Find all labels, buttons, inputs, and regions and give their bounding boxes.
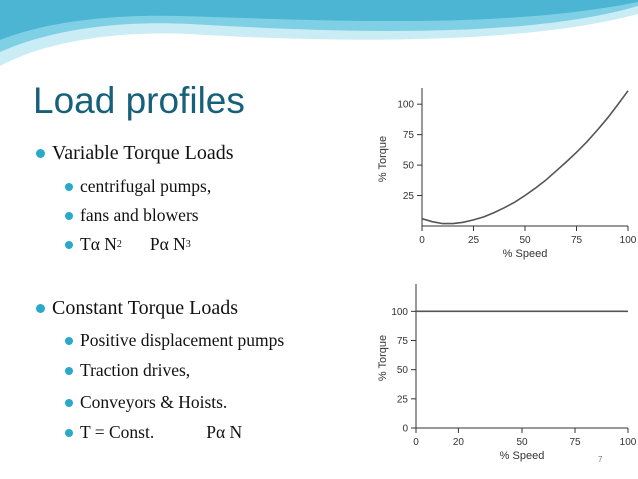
- constant-torque-chart-svg: [372, 282, 638, 470]
- variable-torque-chart-svg: [372, 80, 638, 266]
- y-axis-label: % Torque: [377, 334, 389, 382]
- bullet-dot-icon: [65, 241, 73, 249]
- list-item: [65, 392, 227, 413]
- bullet-dot-icon: [65, 337, 73, 345]
- y-tick-label: 100: [397, 99, 414, 111]
- x-tick-label: 75: [569, 437, 581, 448]
- y-tick-label: 100: [391, 306, 408, 318]
- bullet-dot-icon: [36, 304, 45, 313]
- y-tick-label: 50: [396, 365, 408, 377]
- list-item: [65, 330, 284, 351]
- variable-torque-heading: [36, 142, 234, 165]
- list-item: [65, 360, 190, 381]
- x-tick-label: 20: [452, 437, 464, 448]
- x-tick-label: 100: [619, 437, 637, 448]
- variable-torque-chart: [372, 80, 638, 266]
- constant-torque-heading-text: Constant Torque Loads: [52, 297, 238, 319]
- y-axis-label: % Torque: [377, 135, 389, 183]
- series-line: [422, 91, 628, 224]
- slide-title: Load profiles: [33, 80, 245, 121]
- power-relation-text: Pα N: [206, 422, 243, 442]
- y-tick-label: 75: [396, 336, 408, 347]
- y-tick-label: 75: [402, 130, 414, 142]
- y-tick-label: 25: [396, 394, 408, 406]
- torque-relation-text: Tα N: [80, 234, 117, 254]
- constant-relation: [65, 422, 242, 443]
- list-item: [65, 205, 199, 226]
- y-tick-label: 25: [402, 191, 414, 203]
- y-tick-label: 50: [402, 160, 414, 172]
- x-tick-label: 50: [519, 235, 531, 246]
- y-tick-label: 0: [402, 423, 408, 435]
- list-item-text: fans and blowers: [80, 205, 199, 225]
- variable-torque-heading-text: Variable Torque Loads: [52, 142, 234, 164]
- bullet-dot-icon: [65, 212, 73, 220]
- list-item-text: Conveyors & Hoists.: [80, 392, 228, 412]
- x-axis-label: % Speed: [499, 450, 545, 462]
- list-item-text: centrifugal pumps,: [80, 176, 212, 196]
- bullet-dot-icon: [36, 149, 45, 158]
- constant-torque-chart: [372, 282, 638, 470]
- x-axis-label: % Speed: [502, 248, 548, 260]
- x-tick-label: 75: [570, 235, 583, 246]
- x-tick-label: 0: [413, 437, 419, 448]
- variable-relation: Tα N 2 Pα N 3: [65, 234, 191, 255]
- bullet-dot-icon: [65, 183, 73, 191]
- x-tick-label: 50: [516, 437, 528, 448]
- decorative-wave-header: [0, 0, 638, 75]
- x-tick-label: 25: [467, 235, 480, 246]
- x-tick-label: 100: [619, 235, 637, 246]
- list-item-text: Traction drives,: [80, 360, 191, 380]
- x-tick-label: 0: [419, 235, 425, 246]
- bullet-dot-icon: [65, 367, 73, 375]
- constant-torque-heading: [36, 297, 238, 320]
- bullet-dot-icon: [65, 429, 73, 437]
- list-item-text: Positive displacement pumps: [80, 330, 285, 350]
- torque-relation-text: T = Const.: [80, 422, 155, 442]
- power-relation-text: Pα N: [149, 234, 186, 254]
- bullet-dot-icon: [65, 399, 73, 407]
- list-item: [65, 176, 211, 197]
- page-number: 7: [598, 455, 603, 464]
